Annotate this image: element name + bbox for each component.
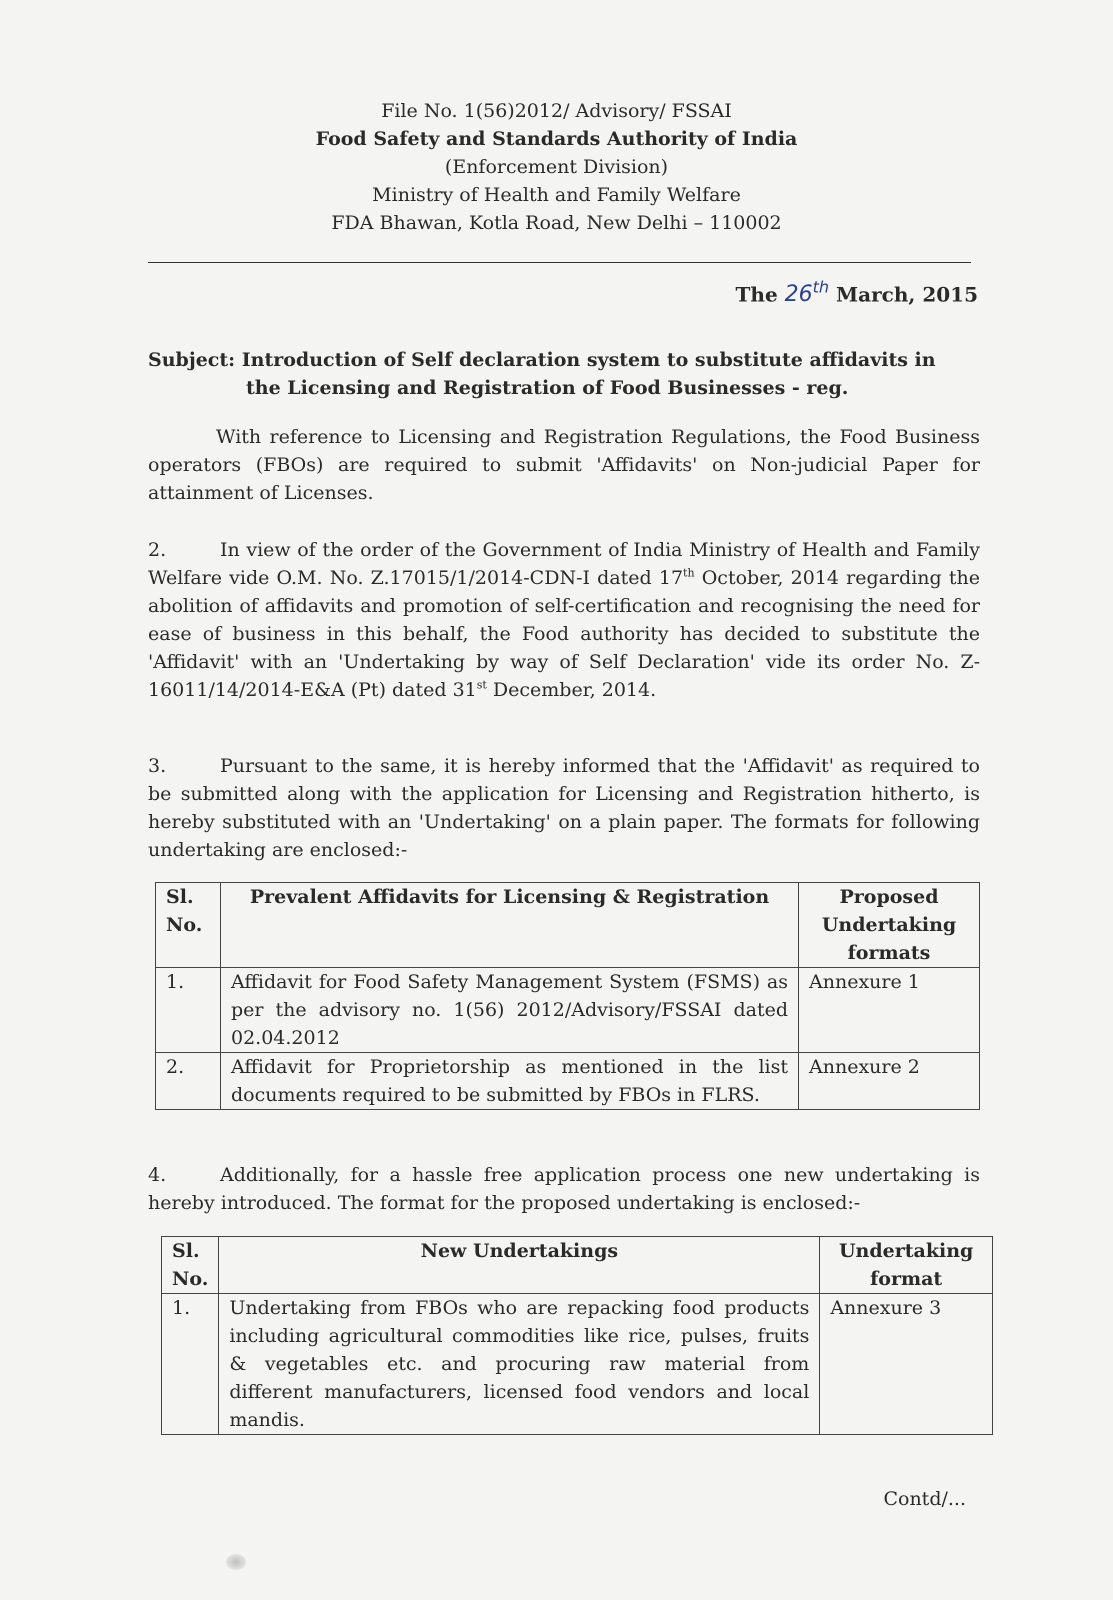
- paragraph-4: [148, 1161, 980, 1217]
- header-sl-no: Sl. No.: [156, 883, 221, 968]
- date-month-year: March, 2015: [836, 282, 978, 307]
- paragraph-3-number: 3.: [148, 755, 167, 777]
- header-divider: [148, 262, 971, 263]
- row-description: Affidavit for Proprietorship as mentioned in the list documents required to be submitted by FBOs in FLRS.: [221, 1053, 799, 1110]
- header-undertaking-format: Undertaking format: [820, 1237, 993, 1294]
- row-description: Affidavit for Food Safety Management System (FSMS) as per the advisory no. 1(56) 2012/Advisory/FSSAI dated 02.04.2012: [221, 968, 799, 1053]
- office-address: FDA Bhawan, Kotla Road, New Delhi – 110002: [331, 212, 782, 234]
- paragraph-3-text: Pursuant to the same, it is hereby informed that the 'Affidavit' as required to be submitted along with the application for Licensing and Registration hitherto, is hereby substituted with an 'Undertaking' on a plain paper. The formats for following undertaking are enclosed:-: [148, 755, 980, 861]
- header-new-undertakings: New Undertakings: [219, 1237, 820, 1294]
- paragraph-3: [148, 752, 980, 864]
- scan-smudge: [226, 1554, 246, 1570]
- subject-line-2: the Licensing and Registration of Food Businesses - reg.: [246, 377, 849, 399]
- paragraph-1-text: With reference to Licensing and Registration Regulations, the Food Business operators (FBOs) are required to submit 'Affidavits' on Non-judicial Paper for attainment of Licenses.: [148, 426, 980, 504]
- row-sl: 1.: [156, 968, 221, 1053]
- subject-block: [148, 346, 980, 402]
- letter-date: [736, 278, 978, 307]
- handwritten-day-suffix: th: [812, 278, 830, 297]
- handwritten-day-number: 26: [784, 282, 813, 308]
- ministry-name: Ministry of Health and Family Welfare: [372, 184, 741, 206]
- row-format: Annexure 1: [799, 968, 980, 1053]
- header-prevalent-affidavits: Prevalent Affidavits for Licensing & Registration: [221, 883, 799, 968]
- handwritten-day: [784, 278, 830, 308]
- table-row: [162, 1294, 993, 1435]
- paragraph-4-text: Additionally, for a hassle free application process one new undertaking is hereby introduced. The format for the proposed undertaking is enclosed:-: [148, 1164, 980, 1214]
- paragraph-2-text-a: In view of the order of the Government of India Ministry of Health and Family Welfare vide O.M. No. Z.17015/1/2014-CDN-I dated 17: [148, 539, 980, 589]
- row-sl: 1.: [162, 1294, 219, 1435]
- table-row: [156, 968, 980, 1053]
- file-number: File No. 1(56)2012/ Advisory/ FSSAI: [381, 100, 732, 122]
- paragraph-4-number: 4.: [148, 1164, 167, 1186]
- row-description: Undertaking from FBOs who are repacking food products including agricultural commodities like rice, pulses, fruits & vegetables etc. and procuring raw material from different manufacturers, licensed food vendors and local mandis.: [219, 1294, 820, 1435]
- header-proposed-formats: Proposed Undertaking formats: [799, 883, 980, 968]
- table-row: [156, 1053, 980, 1110]
- subject-line-1: Subject: Introduction of Self declaration system to substitute affidavits in: [148, 349, 936, 371]
- row-format: Annexure 3: [820, 1294, 993, 1435]
- continued-marker: Contd/...: [883, 1488, 966, 1510]
- paragraph-1: [148, 423, 980, 507]
- paragraph-2-number: 2.: [148, 539, 167, 561]
- paragraph-2: [148, 536, 980, 704]
- row-format: Annexure 2: [799, 1053, 980, 1110]
- new-undertakings-header-row: [162, 1237, 993, 1294]
- paragraph-2-text-c: December, 2014.: [486, 679, 657, 701]
- paragraph-2-sup-1: th: [683, 566, 695, 580]
- organization-name: Food Safety and Standards Authority of India: [315, 128, 798, 150]
- new-undertakings-table: [161, 1236, 993, 1435]
- affidavit-table: [155, 882, 980, 1110]
- header-sl-no: Sl. No.: [162, 1237, 219, 1294]
- paragraph-2-sup-2: st: [476, 678, 487, 692]
- division-name: (Enforcement Division): [444, 156, 669, 178]
- row-sl: 2.: [156, 1053, 221, 1110]
- affidavit-table-header-row: [156, 883, 980, 968]
- date-prefix: The: [735, 282, 778, 307]
- paragraph-2-text-b: October, 2014 regarding the abolition of affidavits and promotion of self-certification and recognising the need for ease of business in this behalf, the Food authority has decided to substitute the 'Affidavit' with an 'Undertaking by way of Self Declaration' vide its order No. Z-16011/14/2014-E&A (Pt) dated 31: [148, 567, 980, 701]
